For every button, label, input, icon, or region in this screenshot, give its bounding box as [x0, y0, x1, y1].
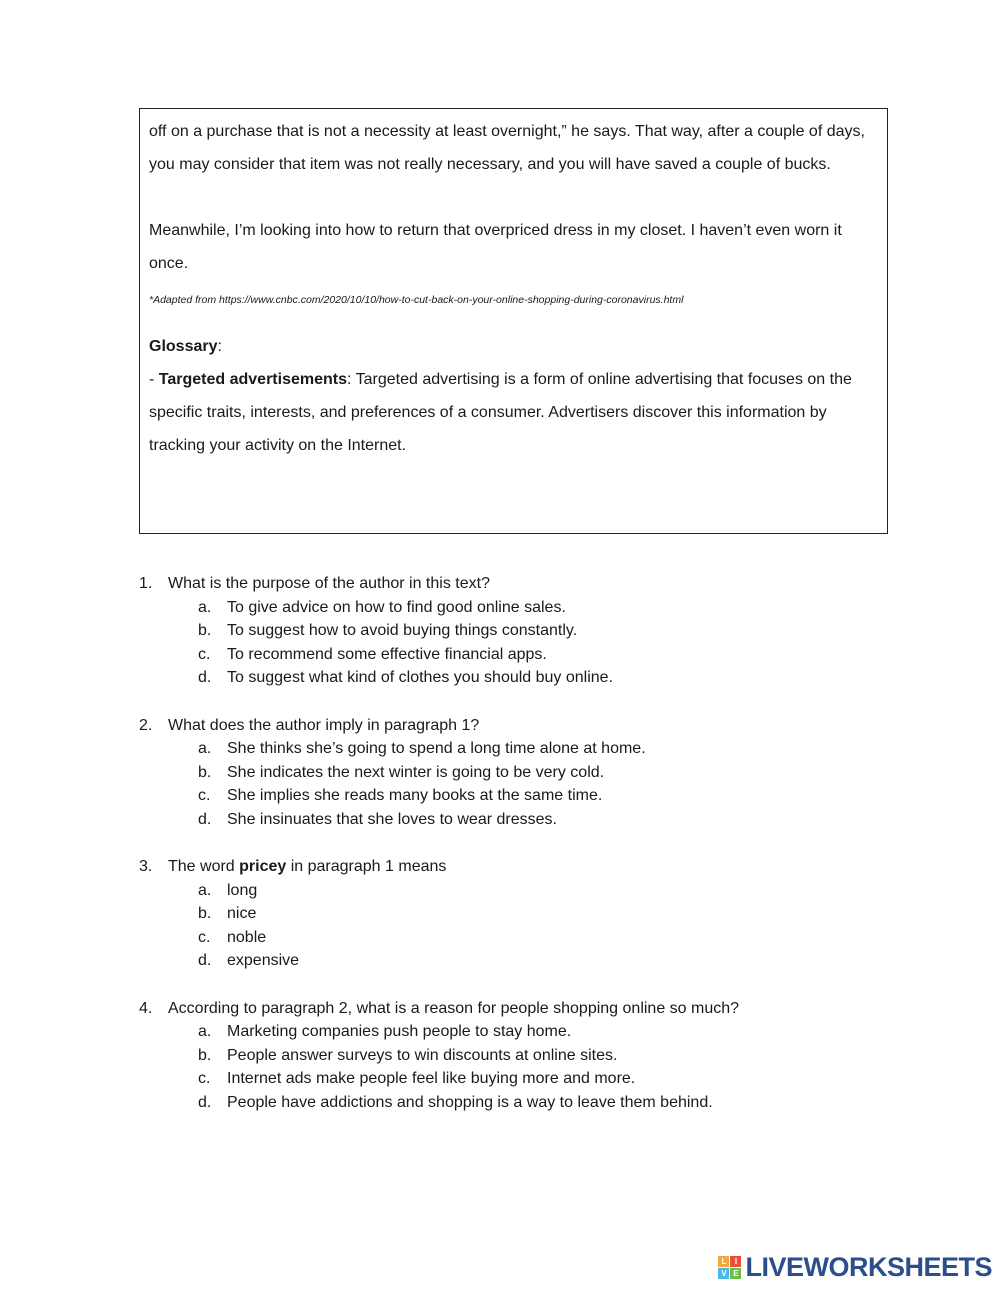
option-item[interactable] — [139, 737, 899, 761]
question-number: 2. — [139, 716, 153, 734]
glossary-definition-line: tracking your activity on the Internet. — [149, 437, 407, 454]
option-letter: c. — [198, 928, 211, 946]
option-text: Internet ads make people feel like buying more and more. — [227, 1070, 636, 1087]
glossary-title: Glossary — [149, 338, 218, 355]
option-text: noble — [227, 928, 267, 946]
paragraph-line: once. — [149, 255, 189, 272]
liveworksheets-logo — [718, 1252, 992, 1283]
option-letter: b. — [198, 763, 212, 781]
glossary-heading — [149, 330, 879, 363]
glossary-definition: : Targeted advertising is a form of online advertising that focuses on the — [347, 371, 852, 388]
paragraph-line: Meanwhile, I’m looking into how to return that overpriced dress in my closet. I haven’t even worn it — [149, 222, 842, 239]
question-text-after: in paragraph 1 means — [286, 858, 447, 875]
option-item[interactable] — [139, 1020, 899, 1044]
glossary-colon: : — [217, 338, 222, 355]
option-text: People answer surveys to win discounts at online sites. — [227, 1046, 618, 1064]
option-letter: d. — [198, 669, 212, 686]
option-item[interactable] — [139, 596, 899, 620]
option-item[interactable] — [139, 619, 899, 643]
question-text: What does the author imply in paragraph 1? — [168, 716, 480, 734]
option-letter: d. — [198, 1093, 212, 1111]
question-text: What is the purpose of the author in this text? — [168, 575, 490, 592]
option-letter: d. — [198, 952, 212, 969]
question-text — [168, 855, 446, 879]
option-item[interactable] — [139, 643, 899, 667]
option-letter: c. — [198, 645, 211, 663]
option-item[interactable] — [139, 1091, 899, 1115]
option-letter: c. — [198, 787, 211, 804]
option-item[interactable] — [139, 808, 899, 832]
option-item[interactable] — [139, 949, 899, 973]
option-letter: b. — [198, 1046, 212, 1064]
option-letter: c. — [198, 1070, 211, 1087]
question-4 — [139, 997, 899, 1115]
option-text: Marketing companies push people to stay home. — [227, 1023, 572, 1040]
option-text: She implies she reads many books at the same time. — [227, 787, 603, 804]
option-text: To suggest how to avoid buying things constantly. — [227, 622, 578, 639]
option-item[interactable] — [139, 784, 899, 808]
question-3 — [139, 855, 899, 973]
reading-text-box — [139, 108, 888, 534]
question-number: 3. — [139, 858, 153, 875]
glossary-term: Targeted advertisements — [158, 371, 347, 388]
source-citation: *Adapted from https://www.cnbc.com/2020/10/10/how-to-cut-back-on-your-online-shopping-during-coronavirus.html — [149, 294, 684, 306]
paragraph-line: you may consider that item was not really necessary, and you will have saved a couple of bucks. — [149, 156, 831, 173]
option-text: She thinks she’s going to spend a long time alone at home. — [227, 740, 646, 757]
question-text-before: The word — [168, 858, 240, 875]
question-text: According to paragraph 2, what is a reason for people shopping online so much? — [168, 999, 740, 1017]
option-letter: b. — [198, 905, 212, 922]
question-1 — [139, 572, 899, 690]
logo-block: I — [730, 1256, 741, 1267]
question-keyword: pricey — [239, 858, 287, 875]
option-letter: d. — [198, 810, 212, 828]
option-text: She indicates the next winter is going to be very cold. — [227, 763, 605, 781]
option-item[interactable] — [139, 1067, 899, 1091]
glossary-entry — [149, 363, 879, 396]
question-2 — [139, 714, 899, 832]
logo-blocks-icon — [718, 1256, 741, 1279]
option-text: People have addictions and shopping is a way to leave them behind. — [227, 1093, 713, 1111]
option-item[interactable] — [139, 761, 899, 785]
option-item[interactable] — [139, 1044, 899, 1068]
logo-text: LIVEWORKSHEETS — [745, 1252, 992, 1282]
option-text: To recommend some effective financial apps. — [227, 645, 547, 663]
option-text: long — [227, 881, 258, 899]
option-item[interactable] — [139, 926, 899, 950]
logo-block: V — [718, 1268, 729, 1279]
glossary-definition-line: specific traits, interests, and preferences of a consumer. Advertisers discover this information by — [149, 404, 827, 421]
option-item[interactable] — [139, 879, 899, 903]
option-item[interactable] — [139, 666, 899, 690]
question-number: 4. — [139, 999, 153, 1017]
question-list — [139, 572, 899, 1138]
glossary-dash: - — [149, 371, 159, 388]
option-letter: a. — [198, 1023, 212, 1040]
option-text: She insinuates that she loves to wear dresses. — [227, 810, 557, 828]
logo-block: L — [718, 1256, 729, 1267]
option-text: nice — [227, 905, 257, 922]
option-text: expensive — [227, 952, 300, 969]
option-letter: b. — [198, 622, 212, 639]
option-item[interactable] — [139, 902, 899, 926]
question-number: 1. — [139, 575, 153, 592]
option-text: To suggest what kind of clothes you should buy online. — [227, 669, 614, 686]
option-letter: a. — [198, 740, 212, 757]
option-text: To give advice on how to find good online sales. — [227, 598, 566, 616]
option-letter: a. — [198, 598, 212, 616]
logo-block: E — [730, 1268, 741, 1279]
paragraph-line: off on a purchase that is not a necessity at least overnight,” he says. That way, after a couple of days, — [149, 123, 865, 140]
option-letter: a. — [198, 881, 212, 899]
